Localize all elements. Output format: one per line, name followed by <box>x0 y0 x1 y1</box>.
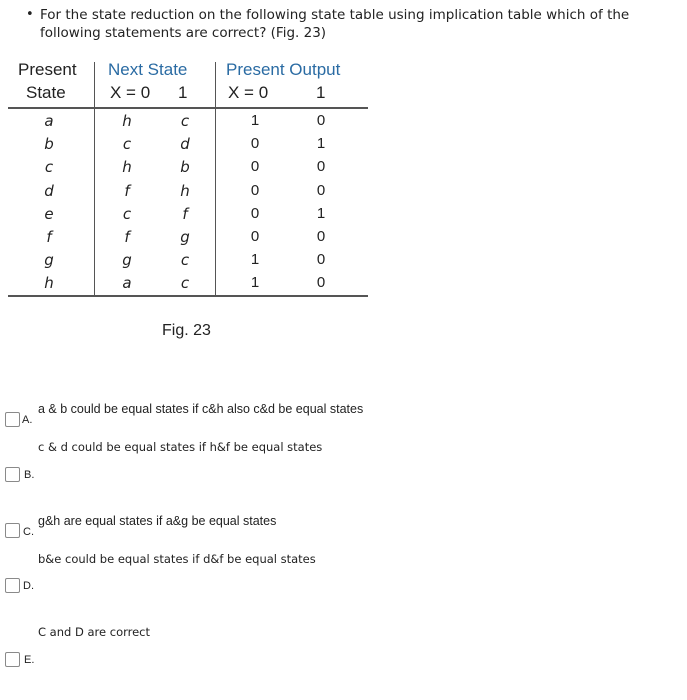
header-present: Present <box>18 60 77 79</box>
divider-vertical-2 <box>215 62 216 296</box>
cell-output-x0: 0 <box>250 181 260 199</box>
header-po-x0: X = 0 <box>228 83 269 102</box>
option-b-text[interactable]: c & d could be equal states if h&f be equal states <box>38 440 323 454</box>
option-a-text[interactable]: a & b could be equal states if c&h also c&d be equal states <box>38 402 364 416</box>
state-table <box>0 58 380 302</box>
header-state: State <box>26 83 66 102</box>
option-c-text[interactable]: g&h are equal states if a&g be equal states <box>38 514 277 528</box>
cell-next-x1: h <box>180 181 190 200</box>
cell-output-x1: 0 <box>316 181 326 199</box>
cell-output-x0: 1 <box>250 251 260 269</box>
cell-output-x1: 0 <box>316 158 326 176</box>
divider-header <box>8 107 368 109</box>
cell-next-x0: f <box>124 228 130 246</box>
cell-next-x0: g <box>122 251 132 270</box>
cell-output-x1: 1 <box>316 204 326 222</box>
option-c-letter: C. <box>23 526 34 538</box>
cell-state: b <box>44 135 54 154</box>
option-e-letter: E. <box>24 654 35 666</box>
cell-state: e <box>44 204 54 223</box>
cell-next-x1: c <box>180 251 190 270</box>
cell-next-x1: c <box>180 112 190 130</box>
header-present-output: Present Output <box>226 60 341 79</box>
cell-state: a <box>44 112 54 130</box>
cell-next-x0: a <box>122 274 132 293</box>
cell-output-x1: 0 <box>316 251 326 269</box>
cell-output-x1: 0 <box>316 112 326 129</box>
cell-output-x0: 1 <box>250 112 260 129</box>
option-a-checkbox[interactable] <box>5 412 20 427</box>
cell-next-x1: f <box>182 204 188 223</box>
cell-next-x0: f <box>124 181 130 200</box>
cell-output-x0: 0 <box>250 135 260 153</box>
cell-output-x1: 0 <box>316 228 326 245</box>
question-line-1: For the state reduction on the following state table using implication table which of the <box>40 7 630 23</box>
option-e-text[interactable]: C and D are correct <box>38 625 151 639</box>
cell-next-x1: c <box>180 274 190 293</box>
cell-output-x0: 0 <box>250 158 260 176</box>
option-d-letter: D. <box>23 580 34 592</box>
header-next-state: Next State <box>108 60 188 79</box>
cell-output-x0: 0 <box>250 228 260 245</box>
cell-next-x0: h <box>122 158 132 177</box>
option-d-text[interactable]: b&e could be equal states if d&f be equal states <box>38 552 316 566</box>
option-c-checkbox[interactable] <box>5 523 20 538</box>
option-b-checkbox[interactable] <box>5 467 20 482</box>
question-line-2: following statements are correct? (Fig. 23) <box>40 25 327 41</box>
header-ns-x1: 1 <box>178 83 188 102</box>
cell-output-x0: 0 <box>250 204 260 222</box>
cell-state: d <box>44 181 54 200</box>
bullet: • <box>26 7 34 22</box>
cell-next-x1: d <box>180 135 190 154</box>
divider-bottom <box>8 295 368 297</box>
header-po-x1: 1 <box>316 83 326 102</box>
divider-vertical-1 <box>94 62 95 296</box>
cell-state: g <box>44 251 54 270</box>
option-e-checkbox[interactable] <box>5 652 20 667</box>
cell-next-x0: c <box>122 135 132 154</box>
cell-state: h <box>44 274 54 293</box>
cell-output-x1: 0 <box>316 274 326 292</box>
question <box>20 6 680 42</box>
cell-next-x0: c <box>122 204 132 223</box>
option-b-letter: B. <box>24 469 35 481</box>
figure-caption: Fig. 23 <box>162 322 211 339</box>
cell-output-x0: 1 <box>250 274 260 292</box>
header-ns-x0: X = 0 <box>110 83 151 102</box>
cell-output-x1: 1 <box>316 135 326 153</box>
cell-next-x1: g <box>180 228 190 246</box>
cell-state: f <box>46 228 52 246</box>
option-d-checkbox[interactable] <box>5 578 20 593</box>
cell-state: c <box>44 158 54 177</box>
cell-next-x0: h <box>122 112 132 130</box>
cell-next-x1: b <box>180 158 190 177</box>
option-a-letter: A. <box>22 414 33 426</box>
